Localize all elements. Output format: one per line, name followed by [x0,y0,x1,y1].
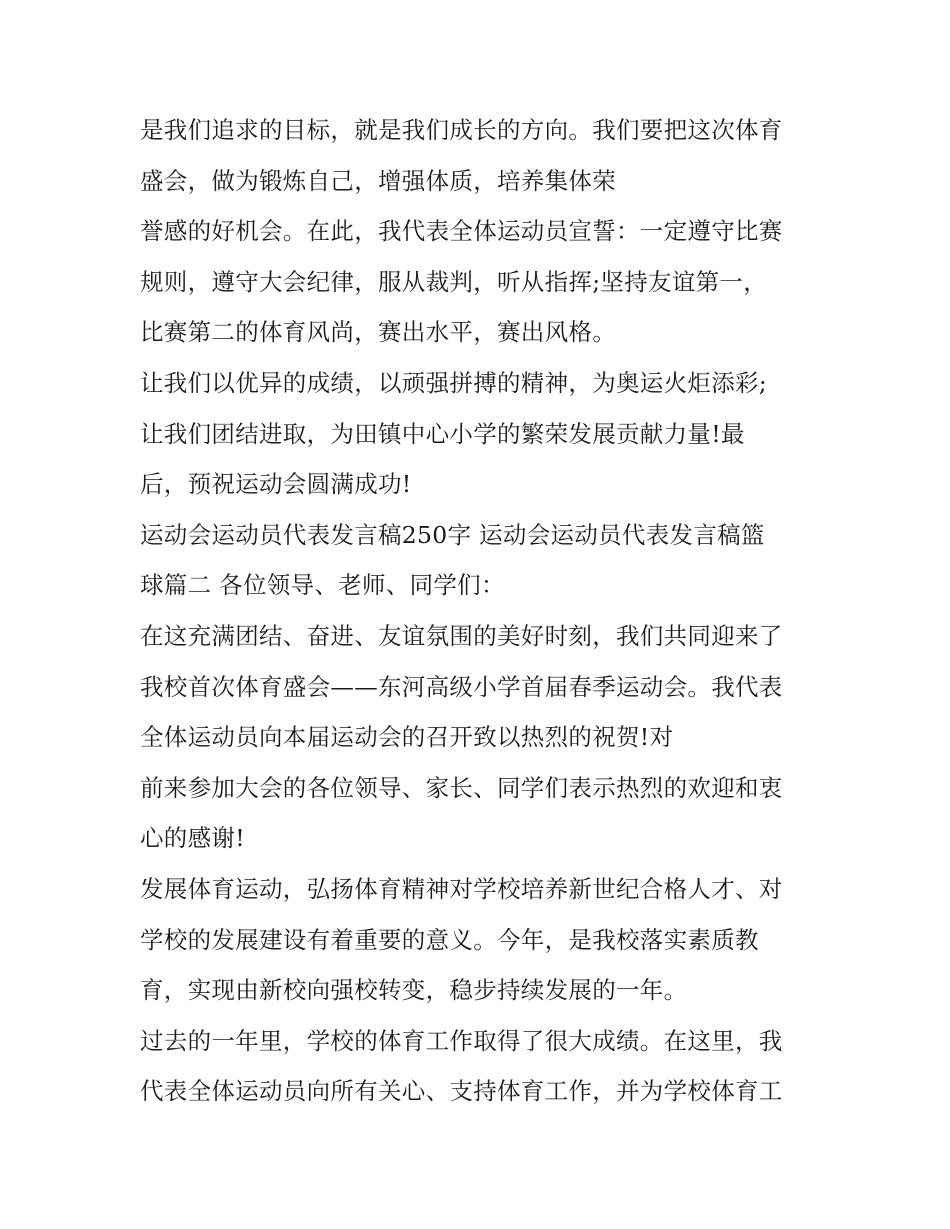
text-line: 育，实现由新校向强校转变，稳步持续发展的一年。 [140,976,688,1005]
text-line: 我校首次体育盛会——东河高级小学首届春季运动会。我代表 [140,672,783,701]
text-line: 过去的一年里，学校的体育工作取得了很大成绩。在这里，我 [140,1026,783,1055]
text-line: 运动会运动员代表发言稿250字 运动会运动员代表发言稿篮 [140,520,765,549]
text-line: 球篇二 各位领导、老师、同学们： [140,571,505,600]
text-line: 是我们追求的目标，就是我们成长的方向。我们要把这次体育 [140,116,783,144]
text-line: 学校的发展建设有着重要的意义。今年，是我校落实素质教 [140,925,759,954]
text-line: 发展体育运动，弘扬体育精神对学校培养新世纪合格人才、对 [140,874,783,903]
text-line: 规则，遵守大会纪律，服从裁判，听从指挥;坚持友谊第一， [140,267,768,296]
text-line: 比赛第二的体育风尚，赛出水平，赛出风格。 [140,318,616,347]
text-line: 前来参加大会的各位领导、家长、同学们表示热烈的欢迎和衷 [140,773,783,802]
text-line: 全体运动员向本届运动会的召开致以热烈的祝贺!对 [140,723,674,752]
text-line: 代表全体运动员向所有关心、支持体育工作，并为学校体育工 [140,1077,783,1106]
text-line: 让我们团结进取，为田镇中心小学的繁荣发展贡献力量!最 [140,419,745,448]
text-line: 誉感的好机会。在此，我代表全体运动员宣誓：一定遵守比赛 [140,217,783,246]
text-line: 让我们以优异的成绩，以顽强拼搏的精神，为奥运火炬添彩; [140,368,768,397]
text-line: 后，预祝运动会圆满成功! [140,470,412,499]
text-line: 在这充满团结、奋进、友谊氛围的美好时刻，我们共同迎来了 [140,621,783,650]
text-line: 心的感谢! [140,824,245,853]
text-line: 盛会，做为锻炼自己，增强体质，培养集体荣 [140,166,616,195]
body-text [140,111,820,1123]
